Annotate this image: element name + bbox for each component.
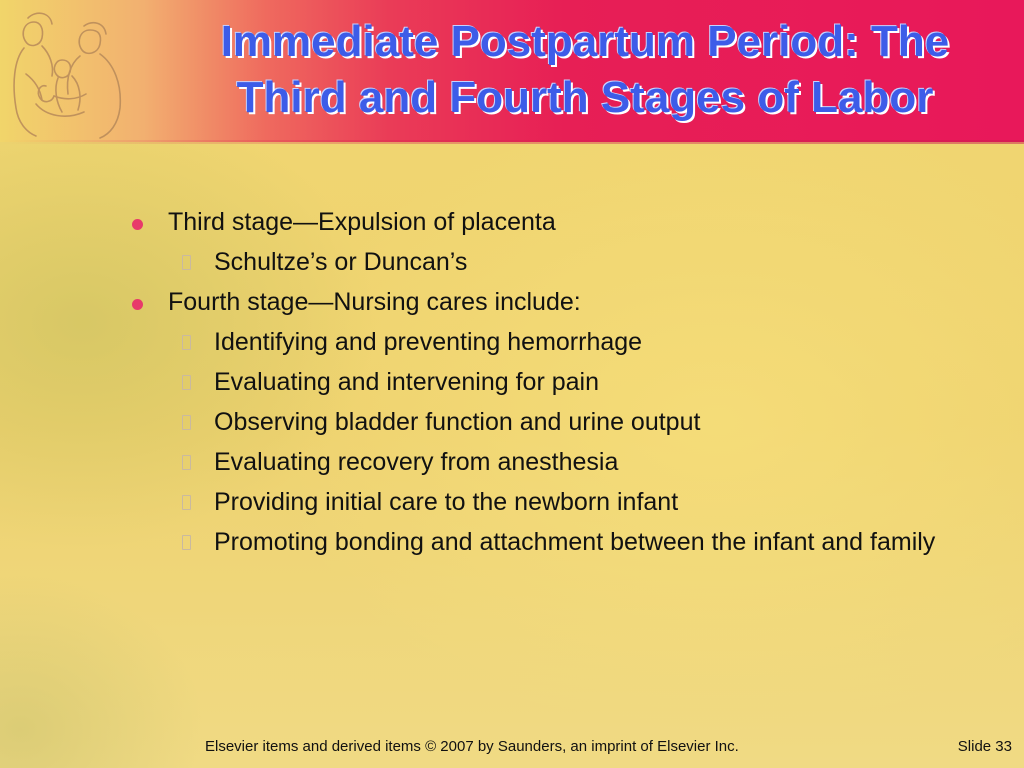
list-item-text: Identifying and preventing hemorrhage [214,328,643,356]
list-item-text: Observing bladder function and urine output [214,408,701,436]
slide-title-line-1: Immediate Postpartum Period: The [220,17,950,66]
list-item [130,365,980,399]
slide-number: Slide 33 [957,738,1012,755]
list-item [130,325,980,359]
list-item-text: Promoting bonding and attachment between the infant and family [214,528,936,556]
list-item [130,285,980,319]
list-item [130,205,980,239]
bullet-dot-icon [132,219,143,230]
bullet-box-icon [182,335,191,350]
footer-copyright: Elsevier items and derived items © 2007 by Saunders, an imprint of Elsevier Inc. [205,738,739,755]
list-item [130,485,980,519]
slide-title-line-2: Third and Fourth Stages of Labor [236,73,934,122]
slide-title [150,14,1020,126]
bullet-box-icon [182,255,191,270]
list-item-text: Evaluating recovery from anesthesia [214,448,619,476]
bullet-box-icon [182,495,191,510]
family-sketch-icon [6,4,136,144]
list-item-text: Providing initial care to the newborn infant [214,488,679,516]
bullet-box-icon [182,415,191,430]
list-item-text: Evaluating and intervening for pain [214,368,599,396]
list-item-text: Fourth stage—Nursing cares include: [168,288,581,316]
list-item [130,245,980,279]
bullet-list [130,205,980,565]
bullet-box-icon [182,375,191,390]
list-item [130,445,980,479]
list-item-text: Third stage—Expulsion of placenta [168,208,556,236]
list-item-text: Schultze’s or Duncan’s [214,248,468,276]
bullet-box-icon [182,455,191,470]
bullet-box-icon [182,535,191,550]
list-item [130,525,980,559]
bullet-dot-icon [132,299,143,310]
list-item [130,405,980,439]
